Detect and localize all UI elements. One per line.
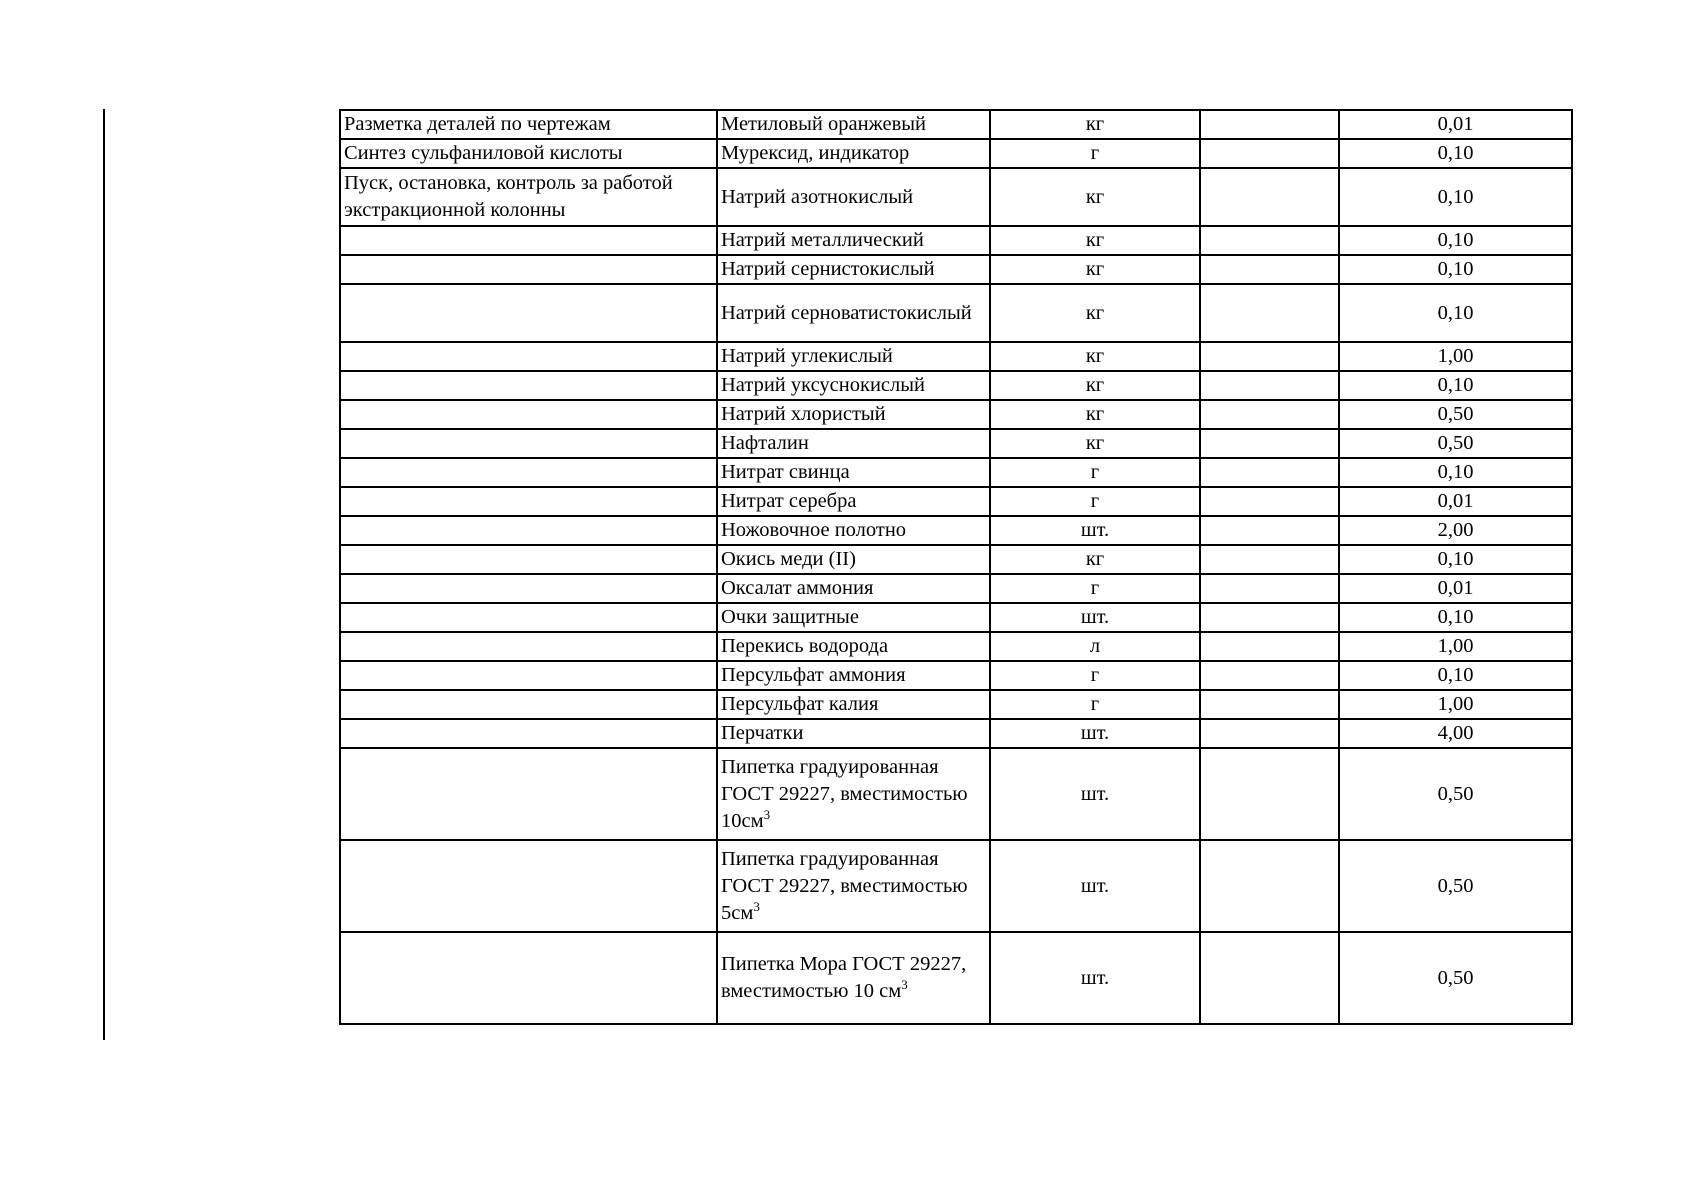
- unit-cell-text: кг: [1085, 432, 1105, 454]
- operation-cell: [340, 458, 717, 487]
- quantity-cell: [1339, 632, 1572, 661]
- norm-cell: [1200, 226, 1339, 255]
- table-row: [340, 516, 1572, 545]
- quantity-cell-text: 0,50: [1437, 432, 1474, 454]
- table-row: [340, 255, 1572, 284]
- quantity-cell: [1339, 168, 1572, 226]
- quantity-cell-text: 0,10: [1437, 142, 1474, 164]
- unit-cell: [990, 632, 1200, 661]
- material-cell-text: Натрий уксуснокислый: [721, 374, 925, 396]
- material-cell-text: Натрий металлический: [721, 229, 924, 251]
- operation-cell: [340, 661, 717, 690]
- norm-cell: [1200, 429, 1339, 458]
- material-cell: [717, 932, 990, 1024]
- operation-cell: [340, 168, 717, 226]
- operation-cell: [340, 545, 717, 574]
- unit-cell: [990, 139, 1200, 168]
- quantity-cell-text: 0,50: [1437, 403, 1474, 425]
- unit-cell: [990, 690, 1200, 719]
- norm-cell: [1200, 748, 1339, 840]
- quantity-cell: [1339, 545, 1572, 574]
- quantity-cell-text: 0,10: [1437, 548, 1474, 570]
- material-cell-text: Пипетка градуированная ГОСТ 29227, вместимостью 10см: [721, 755, 968, 832]
- unit-cell: [990, 400, 1200, 429]
- operation-cell: [340, 840, 717, 932]
- unit-cell: [990, 110, 1200, 139]
- material-cell-text: Нафталин: [721, 432, 809, 454]
- table-row: [340, 400, 1572, 429]
- norm-cell: [1200, 545, 1339, 574]
- operation-cell: [340, 139, 717, 168]
- quantity-cell-text: 0,50: [1437, 966, 1474, 989]
- quantity-cell: [1339, 487, 1572, 516]
- norm-cell: [1200, 661, 1339, 690]
- operation-cell: [340, 342, 717, 371]
- table-row: [340, 458, 1572, 487]
- material-cell: [717, 255, 990, 284]
- unit-cell-text: кг: [1085, 113, 1105, 135]
- unit-cell-text: кг: [1085, 548, 1105, 570]
- norm-cell: [1200, 719, 1339, 748]
- unit-cell-text: кг: [1085, 403, 1105, 425]
- material-cell: [717, 719, 990, 748]
- material-cell-text: Перчатки: [721, 722, 804, 744]
- norm-cell: [1200, 110, 1339, 139]
- unit-cell-text: г: [1090, 577, 1100, 599]
- unit-cell-text: шт.: [1080, 966, 1110, 989]
- unit-cell-text: шт.: [1080, 722, 1110, 744]
- unit-cell: [990, 603, 1200, 632]
- quantity-cell-text: 1,00: [1437, 635, 1474, 657]
- unit-superscript: 3: [763, 806, 771, 822]
- norm-cell: [1200, 603, 1339, 632]
- material-cell-text: Пипетка Мора ГОСТ 29227, вместимостью 10 см: [721, 953, 967, 1002]
- material-cell-text: Персульфат аммония: [721, 664, 906, 686]
- unit-cell-text: шт.: [1080, 874, 1110, 897]
- table-row: [340, 226, 1572, 255]
- norm-cell: [1200, 284, 1339, 342]
- quantity-cell: [1339, 516, 1572, 545]
- material-cell: [717, 574, 990, 603]
- operation-cell-text: Пуск, остановка, контроль за работой экстракционной колонны: [344, 172, 673, 221]
- norm-cell: [1200, 400, 1339, 429]
- quantity-cell: [1339, 574, 1572, 603]
- norm-cell: [1200, 458, 1339, 487]
- quantity-cell: [1339, 661, 1572, 690]
- unit-cell: [990, 932, 1200, 1024]
- quantity-cell: [1339, 400, 1572, 429]
- norm-cell: [1200, 168, 1339, 226]
- unit-cell: [990, 429, 1200, 458]
- material-cell: [717, 342, 990, 371]
- quantity-cell-text: 2,00: [1437, 519, 1474, 541]
- operation-cell: [340, 226, 717, 255]
- quantity-cell: [1339, 458, 1572, 487]
- unit-cell-text: кг: [1085, 345, 1105, 367]
- table-row: [340, 661, 1572, 690]
- quantity-cell: [1339, 110, 1572, 139]
- table-row: [340, 342, 1572, 371]
- norm-cell: [1200, 255, 1339, 284]
- norm-cell: [1200, 139, 1339, 168]
- table-row: [340, 690, 1572, 719]
- material-cell: [717, 840, 990, 932]
- operation-cell: [340, 632, 717, 661]
- unit-cell: [990, 516, 1200, 545]
- unit-cell: [990, 226, 1200, 255]
- material-cell: [717, 690, 990, 719]
- material-cell: [717, 371, 990, 400]
- unit-cell: [990, 661, 1200, 690]
- operation-cell: [340, 748, 717, 840]
- norm-cell: [1200, 932, 1339, 1024]
- operation-cell: [340, 574, 717, 603]
- quantity-cell: [1339, 255, 1572, 284]
- materials-table-body: [340, 110, 1572, 1024]
- unit-cell-text: л: [1089, 635, 1101, 657]
- norm-cell: [1200, 690, 1339, 719]
- unit-cell-text: кг: [1085, 374, 1105, 396]
- material-cell: [717, 226, 990, 255]
- material-cell-text: Персульфат калия: [721, 693, 879, 715]
- table-row: [340, 487, 1572, 516]
- norm-cell: [1200, 342, 1339, 371]
- material-cell: [717, 458, 990, 487]
- quantity-cell-text: 0,50: [1437, 782, 1474, 805]
- material-cell: [717, 748, 990, 840]
- material-cell-text: Окись меди (II): [721, 548, 856, 570]
- unit-cell-text: кг: [1085, 185, 1105, 208]
- unit-cell-text: г: [1090, 142, 1100, 164]
- unit-cell: [990, 748, 1200, 840]
- unit-superscript: 3: [753, 898, 760, 914]
- quantity-cell-text: 4,00: [1437, 722, 1474, 744]
- material-cell-text: Натрий серноватистокислый: [721, 301, 972, 324]
- unit-cell-text: кг: [1085, 229, 1105, 251]
- quantity-cell: [1339, 429, 1572, 458]
- quantity-cell: [1339, 932, 1572, 1024]
- unit-cell-text: г: [1090, 461, 1100, 483]
- unit-cell: [990, 284, 1200, 342]
- operation-cell-text: Синтез сульфаниловой кислоты: [344, 142, 623, 164]
- table-row: [340, 632, 1572, 661]
- unit-cell-text: г: [1090, 693, 1100, 715]
- quantity-cell: [1339, 603, 1572, 632]
- material-cell-text: Пипетка градуированная ГОСТ 29227, вместимостью 5см: [721, 847, 968, 924]
- material-cell: [717, 632, 990, 661]
- operation-cell: [340, 719, 717, 748]
- quantity-cell-text: 0,10: [1437, 606, 1474, 628]
- unit-cell-text: шт.: [1080, 782, 1110, 805]
- norm-cell: [1200, 516, 1339, 545]
- unit-cell: [990, 545, 1200, 574]
- quantity-cell-text: 1,00: [1437, 693, 1474, 715]
- material-cell-text: Перекись водорода: [721, 635, 889, 657]
- quantity-cell: [1339, 371, 1572, 400]
- table-row: [340, 840, 1572, 932]
- material-cell: [717, 545, 990, 574]
- material-cell: [717, 168, 990, 226]
- quantity-cell-text: 0,10: [1437, 374, 1474, 396]
- norm-cell: [1200, 574, 1339, 603]
- material-cell-text: Очки защитные: [721, 606, 859, 628]
- quantity-cell: [1339, 748, 1572, 840]
- table-row: [340, 284, 1572, 342]
- quantity-cell-text: 0,10: [1437, 185, 1474, 208]
- material-cell-text: Нитрат свинца: [721, 461, 850, 483]
- material-cell: [717, 516, 990, 545]
- quantity-cell: [1339, 719, 1572, 748]
- material-cell: [717, 139, 990, 168]
- norm-cell: [1200, 632, 1339, 661]
- material-cell: [717, 487, 990, 516]
- material-cell-text: Натрий азотнокислый: [721, 185, 914, 208]
- material-cell: [717, 284, 990, 342]
- unit-cell: [990, 574, 1200, 603]
- quantity-cell-text: 0,10: [1437, 258, 1474, 280]
- table-row: [340, 545, 1572, 574]
- unit-cell-text: г: [1090, 490, 1100, 512]
- operation-cell: [340, 516, 717, 545]
- norm-cell: [1200, 487, 1339, 516]
- material-cell: [717, 110, 990, 139]
- quantity-cell: [1339, 342, 1572, 371]
- material-cell: [717, 429, 990, 458]
- table-row: [340, 110, 1572, 139]
- table-row: [340, 168, 1572, 226]
- quantity-cell-text: 0,10: [1437, 461, 1474, 483]
- quantity-cell: [1339, 226, 1572, 255]
- quantity-cell: [1339, 690, 1572, 719]
- table-row: [340, 429, 1572, 458]
- unit-cell: [990, 458, 1200, 487]
- unit-cell-text: кг: [1085, 258, 1105, 280]
- unit-cell: [990, 719, 1200, 748]
- material-cell-text: Натрий углекислый: [721, 345, 893, 367]
- operation-cell: [340, 429, 717, 458]
- operation-cell: [340, 400, 717, 429]
- quantity-cell-text: 0,01: [1437, 577, 1474, 599]
- norm-cell: [1200, 840, 1339, 932]
- unit-cell: [990, 371, 1200, 400]
- quantity-cell-text: 1,00: [1437, 345, 1474, 367]
- quantity-cell-text: 0,10: [1437, 664, 1474, 686]
- unit-cell: [990, 487, 1200, 516]
- material-cell: [717, 603, 990, 632]
- quantity-cell-text: 0,10: [1437, 229, 1474, 251]
- unit-cell: [990, 840, 1200, 932]
- operation-cell: [340, 284, 717, 342]
- operation-cell: [340, 690, 717, 719]
- quantity-cell: [1339, 139, 1572, 168]
- operation-cell: [340, 255, 717, 284]
- quantity-cell: [1339, 284, 1572, 342]
- material-cell-text: Мурексид, индикатор: [721, 142, 910, 164]
- unit-cell: [990, 255, 1200, 284]
- material-cell: [717, 400, 990, 429]
- table-row: [340, 932, 1572, 1024]
- operation-cell: [340, 487, 717, 516]
- material-cell-text: Натрий сернистокислый: [721, 258, 935, 280]
- unit-cell: [990, 168, 1200, 226]
- unit-cell-text: шт.: [1080, 519, 1110, 541]
- norm-cell: [1200, 371, 1339, 400]
- operation-cell: [340, 371, 717, 400]
- table-row: [340, 603, 1572, 632]
- materials-table: [339, 109, 1573, 1025]
- material-cell-text: Метиловый оранжевый: [721, 113, 926, 135]
- material-cell-text: Ножовочное полотно: [721, 519, 907, 541]
- table-row: [340, 371, 1572, 400]
- material-cell-text: Натрий хлористый: [721, 403, 886, 425]
- unit-cell-text: кг: [1085, 301, 1105, 324]
- table-row: [340, 719, 1572, 748]
- quantity-cell-text: 0,01: [1437, 490, 1474, 512]
- material-cell-text: Нитрат серебра: [721, 490, 857, 512]
- margin-rule: [103, 109, 105, 1040]
- material-cell: [717, 661, 990, 690]
- operation-cell: [340, 932, 717, 1024]
- quantity-cell: [1339, 840, 1572, 932]
- quantity-cell-text: 0,01: [1437, 113, 1474, 135]
- unit-cell-text: шт.: [1080, 606, 1110, 628]
- unit-cell-text: г: [1090, 664, 1100, 686]
- operation-cell: [340, 603, 717, 632]
- material-cell-text: Оксалат аммония: [721, 577, 874, 599]
- quantity-cell-text: 0,50: [1437, 874, 1474, 897]
- unit-cell: [990, 342, 1200, 371]
- operation-cell: [340, 110, 717, 139]
- unit-superscript: 3: [901, 977, 908, 993]
- operation-cell-text: Разметка деталей по чертежам: [344, 113, 611, 135]
- table-row: [340, 139, 1572, 168]
- table-row: [340, 574, 1572, 603]
- table-row: [340, 748, 1572, 840]
- quantity-cell-text: 0,10: [1437, 301, 1474, 324]
